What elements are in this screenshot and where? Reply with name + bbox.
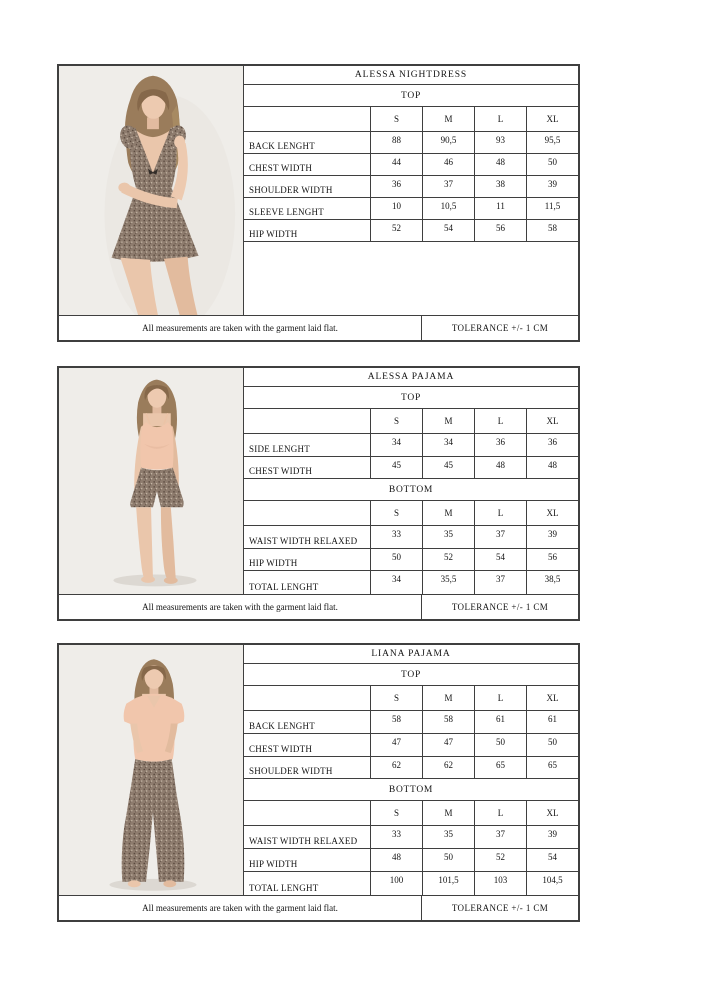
measurement-value: 35,5 xyxy=(422,571,474,594)
measurement-row xyxy=(244,198,578,220)
product-photo-cell xyxy=(59,645,244,895)
size-header-empty-cell xyxy=(244,107,370,131)
size-header-cell: S xyxy=(370,107,422,131)
measurement-value: 95,5 xyxy=(526,132,578,153)
table-footer xyxy=(59,315,578,340)
measurement-value: 35 xyxy=(422,526,474,548)
measurement-value: 11,5 xyxy=(526,198,578,219)
measurement-table xyxy=(244,645,578,895)
measurement-value: 44 xyxy=(370,154,422,175)
measurement-value: 39 xyxy=(526,826,578,848)
measurement-label: SHOULDER WIDTH xyxy=(249,766,333,777)
measurement-row xyxy=(244,849,578,872)
measurement-label: CHEST WIDTH xyxy=(249,466,313,477)
size-chart-block-alessa-pajama xyxy=(57,366,580,621)
measurement-label: CHEST WIDTH xyxy=(249,163,313,174)
measurement-value: 33 xyxy=(370,526,422,548)
measurement-value: 47 xyxy=(370,734,422,756)
measurement-value: 103 xyxy=(474,872,526,895)
size-header-cell: XL xyxy=(526,501,578,525)
measurement-table xyxy=(244,66,578,315)
tolerance-cell: TOLERANCE +/- 1 CM xyxy=(421,595,578,619)
measurement-value: 50 xyxy=(526,734,578,756)
size-header-empty-cell xyxy=(244,801,370,825)
size-header-row xyxy=(244,686,578,711)
measurement-value: 52 xyxy=(474,849,526,871)
measurement-label: SLEEVE LENGHT xyxy=(249,207,324,218)
measurement-row xyxy=(244,132,578,154)
measurement-value: 36 xyxy=(370,176,422,197)
measurement-value: 34 xyxy=(370,434,422,456)
size-header-cell: S xyxy=(370,686,422,710)
footer-note: All measurements are taken with the garment laid flat. xyxy=(142,323,338,333)
measurement-value: 58 xyxy=(422,711,474,733)
measurement-value: 65 xyxy=(526,757,578,779)
measurement-label: CHEST WIDTH xyxy=(249,743,313,754)
measurement-value: 46 xyxy=(422,154,474,175)
measurement-row xyxy=(244,154,578,176)
measurement-value: 10 xyxy=(370,198,422,219)
size-header-row xyxy=(244,409,578,434)
measurement-value: 104,5 xyxy=(526,872,578,895)
measurement-row xyxy=(244,734,578,757)
measurement-row xyxy=(244,220,578,242)
measurement-label: TOTAL LENGHT xyxy=(249,581,319,592)
measurement-value: 50 xyxy=(422,849,474,871)
measurement-value: 62 xyxy=(422,757,474,779)
measurement-value: 50 xyxy=(526,154,578,175)
measurement-value: 37 xyxy=(474,526,526,548)
measurement-row xyxy=(244,571,578,594)
measurement-value: 48 xyxy=(526,457,578,479)
measurement-value: 39 xyxy=(526,176,578,197)
measurement-value: 45 xyxy=(370,457,422,479)
measurement-label: HIP WIDTH xyxy=(249,229,298,240)
size-header-cell: XL xyxy=(526,801,578,825)
section-band: TOP xyxy=(244,664,578,686)
size-header-row xyxy=(244,501,578,526)
footer-note: All measurements are taken with the garment laid flat. xyxy=(142,903,338,913)
measurement-value: 100 xyxy=(370,872,422,895)
size-header-cell: M xyxy=(422,409,474,433)
measurement-value: 36 xyxy=(474,434,526,456)
tolerance-cell: TOLERANCE +/- 1 CM xyxy=(421,896,578,920)
section-band: BOTTOM xyxy=(244,479,578,501)
size-header-cell: L xyxy=(474,501,526,525)
measurement-row xyxy=(244,176,578,198)
product-photo xyxy=(59,368,243,594)
size-header-cell: M xyxy=(422,801,474,825)
table-footer xyxy=(59,895,578,920)
measurement-value: 58 xyxy=(526,220,578,241)
measurement-value: 34 xyxy=(422,434,474,456)
measurement-value: 39 xyxy=(526,526,578,548)
size-header-empty-cell xyxy=(244,501,370,525)
size-header-cell: L xyxy=(474,107,526,131)
measurement-value: 54 xyxy=(526,849,578,871)
size-header-cell: S xyxy=(370,801,422,825)
section-band: TOP xyxy=(244,387,578,409)
measurement-value: 56 xyxy=(474,220,526,241)
table-title: ALESSA PAJAMA xyxy=(244,368,578,387)
measurement-label: HIP WIDTH xyxy=(249,558,298,569)
measurement-table xyxy=(244,368,578,594)
measurement-label: HIP WIDTH xyxy=(249,859,298,870)
measurement-row xyxy=(244,549,578,572)
footer-note: All measurements are taken with the garment laid flat. xyxy=(142,602,338,612)
measurement-value: 54 xyxy=(474,549,526,571)
measurement-label: WAIST WIDTH RELAXED xyxy=(249,836,358,847)
section-band: BOTTOM xyxy=(244,779,578,801)
size-header-cell: M xyxy=(422,107,474,131)
measurement-value: 50 xyxy=(474,734,526,756)
measurement-label: BACK LENGHT xyxy=(249,141,315,152)
measurement-value: 52 xyxy=(370,220,422,241)
table-title: ALESSA NIGHTDRESS xyxy=(244,66,578,85)
measurement-value: 35 xyxy=(422,826,474,848)
measurement-label: SIDE LENGHT xyxy=(249,443,310,454)
tolerance-cell: TOLERANCE +/- 1 CM xyxy=(421,316,578,340)
product-photo xyxy=(59,645,243,895)
measurement-row xyxy=(244,457,578,480)
size-header-cell: M xyxy=(422,686,474,710)
size-header-cell: S xyxy=(370,501,422,525)
measurement-value: 36 xyxy=(526,434,578,456)
table-title: LIANA PAJAMA xyxy=(244,645,578,664)
measurement-value: 93 xyxy=(474,132,526,153)
size-header-row xyxy=(244,107,578,132)
size-header-cell: L xyxy=(474,686,526,710)
measurement-value: 56 xyxy=(526,549,578,571)
measurement-row xyxy=(244,434,578,457)
product-photo-cell xyxy=(59,66,244,315)
block-main xyxy=(59,66,578,315)
measurement-value: 54 xyxy=(422,220,474,241)
measurement-value: 37 xyxy=(474,826,526,848)
measurement-value: 61 xyxy=(474,711,526,733)
measurement-value: 52 xyxy=(422,549,474,571)
size-header-cell: S xyxy=(370,409,422,433)
size-header-empty-cell xyxy=(244,686,370,710)
size-header-cell: M xyxy=(422,501,474,525)
measurement-value: 33 xyxy=(370,826,422,848)
block-main xyxy=(59,645,578,895)
measurement-label: SHOULDER WIDTH xyxy=(249,185,333,196)
measurement-value: 58 xyxy=(370,711,422,733)
measurement-value: 11 xyxy=(474,198,526,219)
measurement-value: 38 xyxy=(474,176,526,197)
size-header-cell: L xyxy=(474,409,526,433)
size-chart-block-alessa-nightdress xyxy=(57,64,580,342)
size-header-cell: XL xyxy=(526,409,578,433)
measurement-value: 65 xyxy=(474,757,526,779)
measurement-value: 38,5 xyxy=(526,571,578,594)
measurement-label: BACK LENGHT xyxy=(249,720,315,731)
measurement-label: TOTAL LENGHT xyxy=(249,882,319,893)
measurement-value: 61 xyxy=(526,711,578,733)
measurement-value: 88 xyxy=(370,132,422,153)
measurement-value: 37 xyxy=(474,571,526,594)
measurement-value: 62 xyxy=(370,757,422,779)
size-header-row xyxy=(244,801,578,826)
measurement-row xyxy=(244,711,578,734)
size-header-empty-cell xyxy=(244,409,370,433)
measurement-value: 37 xyxy=(422,176,474,197)
measurement-value: 34 xyxy=(370,571,422,594)
spacer-cell xyxy=(244,242,578,315)
measurement-value: 101,5 xyxy=(422,872,474,895)
product-photo-cell xyxy=(59,368,244,594)
measurement-value: 48 xyxy=(474,154,526,175)
section-band: TOP xyxy=(244,85,578,107)
product-photo xyxy=(59,66,243,315)
measurement-value: 47 xyxy=(422,734,474,756)
measurement-row xyxy=(244,826,578,849)
size-header-cell: XL xyxy=(526,107,578,131)
measurement-value: 50 xyxy=(370,549,422,571)
measurement-label: WAIST WIDTH RELAXED xyxy=(249,535,358,546)
measurement-value: 90,5 xyxy=(422,132,474,153)
measurement-value: 45 xyxy=(422,457,474,479)
table-footer xyxy=(59,594,578,619)
block-main xyxy=(59,368,578,594)
measurement-row xyxy=(244,872,578,895)
size-chart-block-liana-pajama xyxy=(57,643,580,922)
measurement-row xyxy=(244,757,578,780)
size-header-cell: L xyxy=(474,801,526,825)
size-header-cell: XL xyxy=(526,686,578,710)
measurement-value: 10,5 xyxy=(422,198,474,219)
measurement-value: 48 xyxy=(370,849,422,871)
measurement-row xyxy=(244,526,578,549)
measurement-value: 48 xyxy=(474,457,526,479)
